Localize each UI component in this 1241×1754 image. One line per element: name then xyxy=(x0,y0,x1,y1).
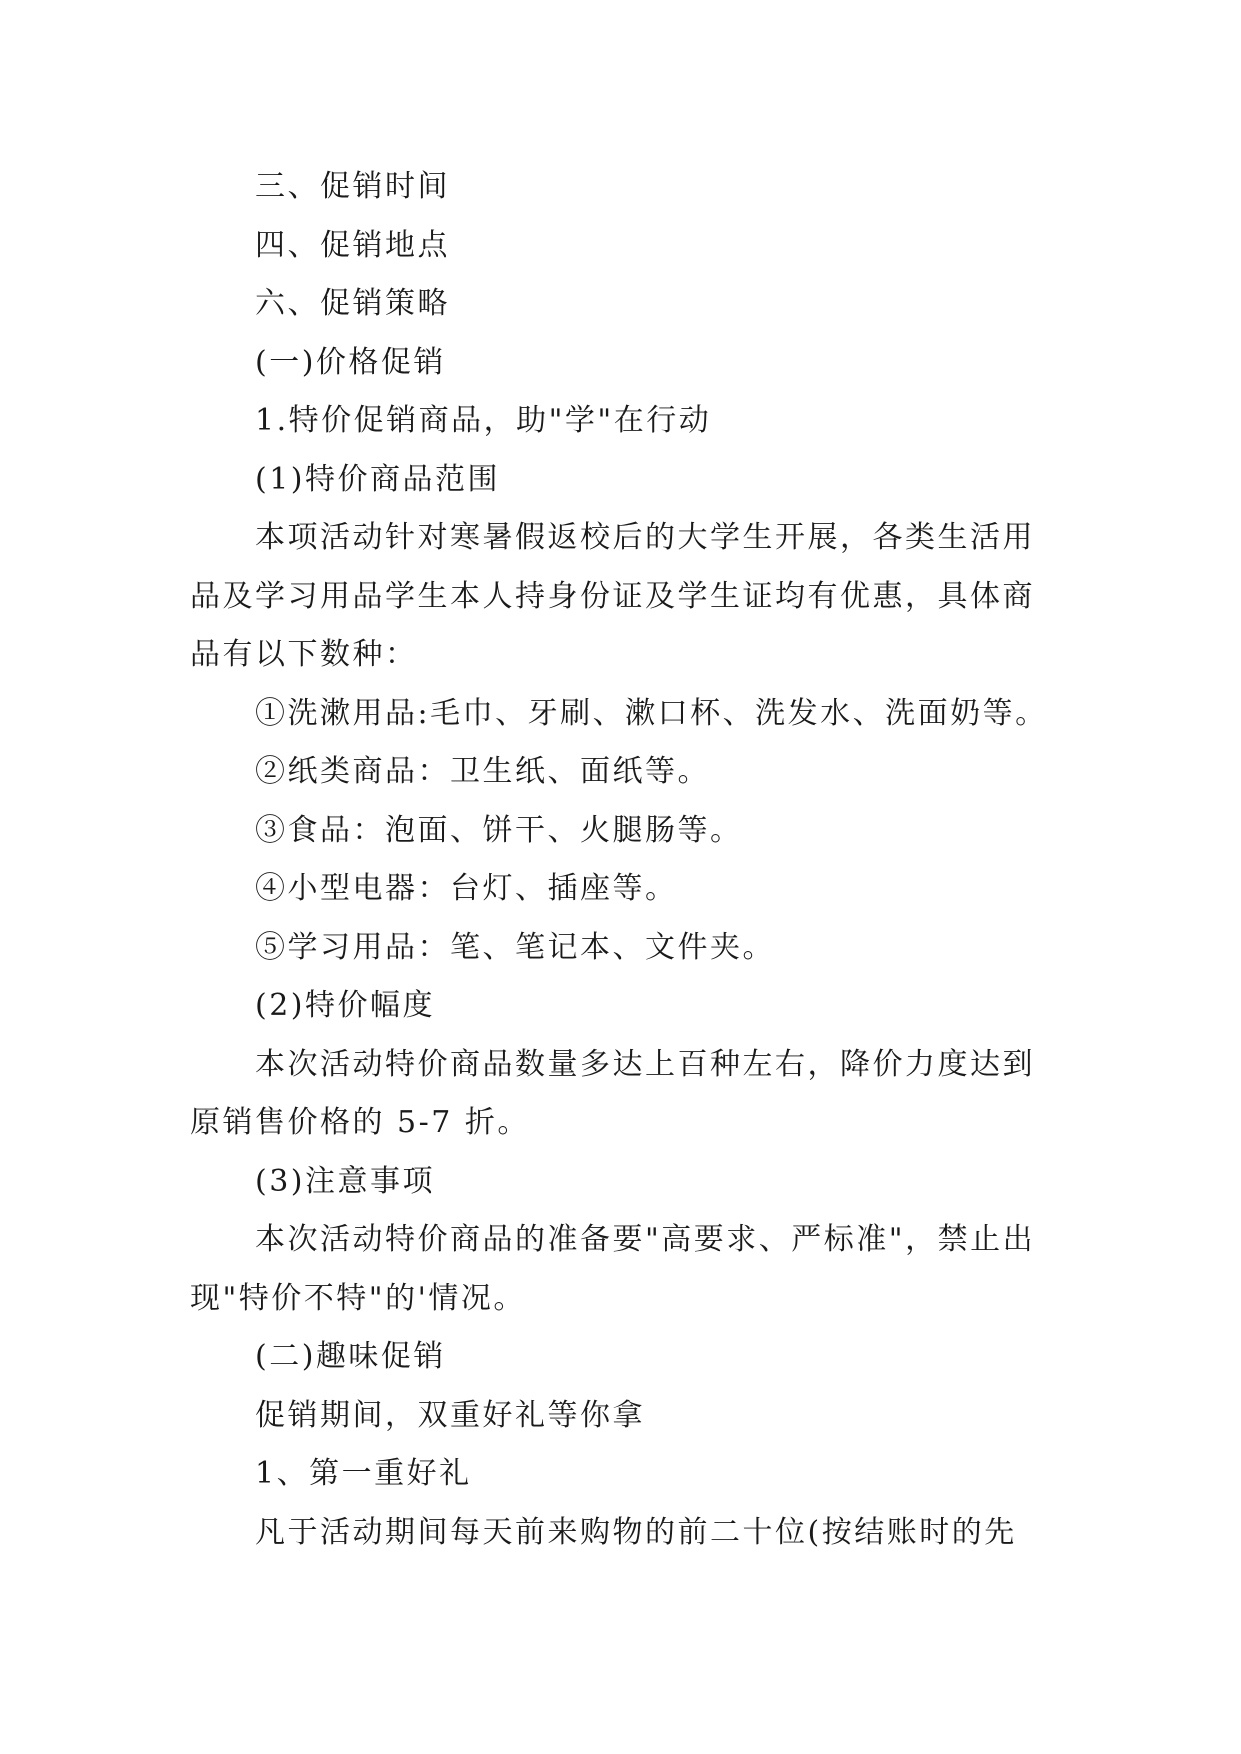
subheading-fun-promo: (二)趣味促销 xyxy=(255,1339,446,1374)
document-body xyxy=(190,158,1050,1562)
subheading-price-promo: (一)价格促销 xyxy=(255,344,446,380)
section-heading-promo-time: 三、促销时间 xyxy=(255,169,450,204)
list-item: ③食品：泡面、饼干、火腿肠等。 xyxy=(255,812,743,848)
paragraph-line: 凡于活动期间每天前来购物的前二十位(按结账时的先 xyxy=(255,1514,1017,1550)
paragraph-line: 现"特价不特"的'情况。 xyxy=(190,1280,526,1316)
paragraph-line: 原销售价格的 5-7 折。 xyxy=(190,1105,530,1140)
list-item: ①洗漱用品:毛巾、牙刷、漱口杯、洗发水、洗面奶等。 xyxy=(255,695,1048,731)
paragraph-line: 本项活动针对寒暑假返校后的大学生开展，各类生活用 xyxy=(255,520,1035,555)
item-heading-special-offer: 1.特价促销商品，助"学"在行动 xyxy=(255,403,712,438)
list-item: ④小型电器：台灯、插座等。 xyxy=(255,871,678,906)
list-item: ②纸类商品：卫生纸、面纸等。 xyxy=(255,754,710,789)
section-heading-promo-strategy: 六、促销策略 xyxy=(255,286,450,321)
paragraph-line: 本次活动特价商品的准备要"高要求、严标准"，禁止出 xyxy=(255,1222,1036,1257)
section-heading-promo-location: 四、促销地点 xyxy=(255,227,450,263)
paragraph-line: 本次活动特价商品数量多达上百种左右，降价力度达到 xyxy=(255,1046,1035,1082)
item-heading-notes: (3)注意事项 xyxy=(255,1163,435,1199)
item-heading-discount-range: (2)特价幅度 xyxy=(255,988,435,1023)
paragraph-line: 品及学习用品学生本人持身份证及学生证均有优惠，具体商 xyxy=(190,578,1035,614)
paragraph-line: 品有以下数种： xyxy=(190,637,418,672)
item-heading-special-range: (1)特价商品范围 xyxy=(255,461,500,497)
item-heading-first-gift: 1、第一重好礼 xyxy=(255,1456,472,1491)
list-item: ⑤学习用品：笔、笔记本、文件夹。 xyxy=(255,929,775,965)
paragraph-line: 促销期间，双重好礼等你拿 xyxy=(255,1397,645,1433)
